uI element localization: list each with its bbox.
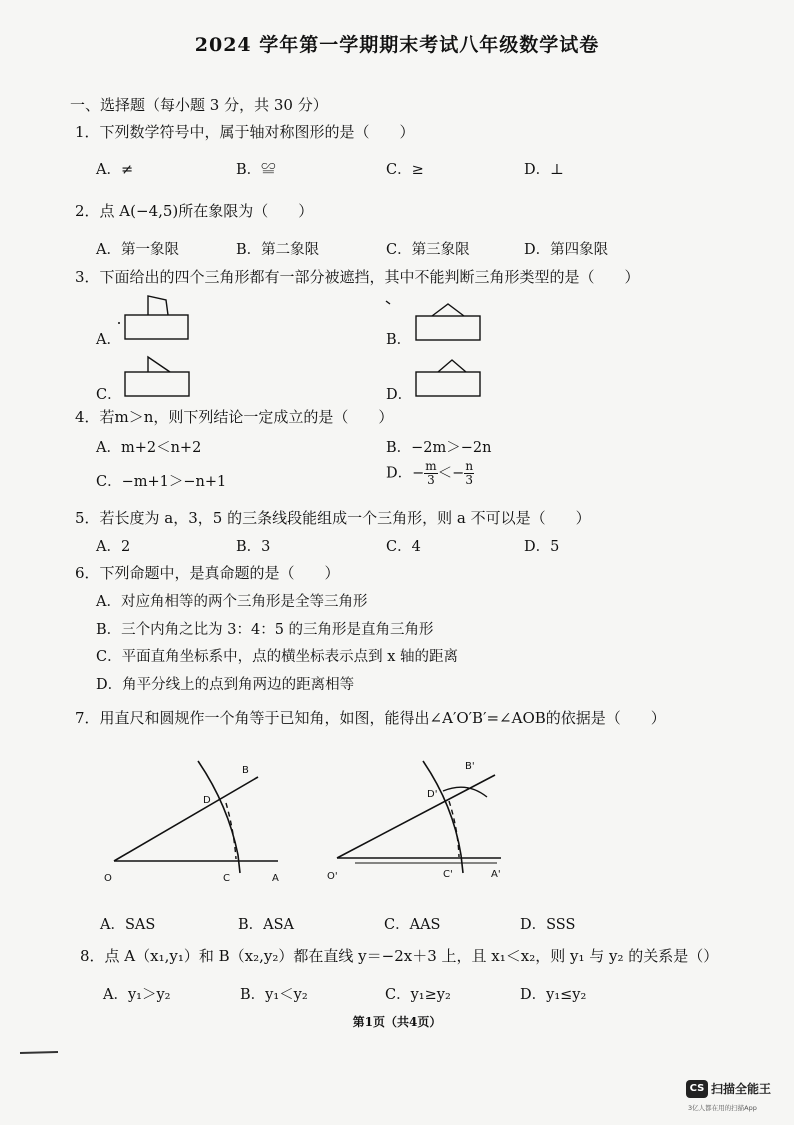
q1-option-b: B．≌ xyxy=(236,162,276,178)
q6-option-c: C．平面直角坐标系中，点的横坐标表示点到 x 轴的距离 xyxy=(96,649,458,665)
q7-figure-left xyxy=(100,755,300,885)
question-6-stem: 6．下列命题中，是真命题的是（ ） xyxy=(75,564,340,582)
q4-option-d xyxy=(386,460,474,487)
q7-fig1-label-a: A xyxy=(272,873,279,884)
q2-option-b: B．第二象限 xyxy=(236,242,320,258)
q6-option-b: B．三个内角之比为 3：4：5 的三角形是直角三角形 xyxy=(96,622,434,638)
q1-option-a: A．≠ xyxy=(96,162,134,178)
watermark-app-name: 扫描全能王 xyxy=(711,1082,772,1096)
fraction-denominator: 3 xyxy=(427,473,435,487)
watermark-tagline: 3亿人都在用的扫描App xyxy=(688,1104,757,1112)
q5-option-c: C．4 xyxy=(386,539,421,555)
q7-fig1-label-b: B xyxy=(242,765,249,776)
scan-mark xyxy=(20,1050,60,1056)
q3-option-b: B． xyxy=(386,332,412,348)
q8-option-d: D．y₁≤y₂ xyxy=(520,987,587,1003)
q4-option-d-prefix: D．− xyxy=(386,465,425,482)
q5-option-d: D．5 xyxy=(524,539,560,555)
fraction-numerator: n xyxy=(465,459,474,473)
q7-fig2-label-o: O' xyxy=(327,871,338,882)
q8-option-b: B．y₁＜y₂ xyxy=(240,987,308,1003)
q3-option-a: A． xyxy=(96,332,121,348)
page-footer: 第1页（共4页） xyxy=(352,1015,442,1029)
q7-fig2-label-a: A' xyxy=(491,869,501,880)
question-3-stem: 3．下面给出的四个三角形都有一部分被遮挡，其中不能判断三角形类型的是（ ） xyxy=(75,268,640,286)
q7-fig1-label-c: C xyxy=(223,873,230,884)
q6-option-d: D．角平分线上的点到角两边的距离相等 xyxy=(96,677,355,693)
q3-figure-a xyxy=(118,292,198,344)
q4-option-a: A．m+2＜n+2 xyxy=(96,440,202,456)
q3-figure-d xyxy=(410,352,490,400)
question-4-stem: 4．若m＞n，则下列结论一定成立的是（ ） xyxy=(75,408,394,426)
q8-option-c: C．y₁≥y₂ xyxy=(385,987,451,1003)
q2-option-a: A．第一象限 xyxy=(96,242,179,258)
q7-option-a: A．SAS xyxy=(100,917,156,933)
q5-option-a: A．2 xyxy=(96,539,131,555)
q3-figure-c xyxy=(118,352,198,400)
q2-option-c: C．第三象限 xyxy=(386,242,470,258)
q7-fig1-label-o: O xyxy=(104,873,112,884)
q7-fig2-label-d: D' xyxy=(427,789,438,800)
q3-figure-b xyxy=(410,298,490,346)
q7-fig1-label-d: D xyxy=(203,795,211,806)
fraction-denominator: 3 xyxy=(465,473,474,487)
fraction-n-over-3 xyxy=(464,460,474,487)
q4-option-b: B．−2m＞−2n xyxy=(386,440,492,456)
question-8-stem: 8．点 A（x₁,y₁）和 B（x₂,y₂）都在直线 y＝−2x＋3 上，且 x₁＜x₂，则 y₁ 与 y₂ 的关系是（） xyxy=(80,947,719,965)
q1-option-c: C．≥ xyxy=(386,162,424,178)
question-5-stem: 5．若长度为 a，3，5 的三条线段能组成一个三角形，则 a 不可以是（ ） xyxy=(75,509,591,527)
q7-option-d: D．SSS xyxy=(520,917,576,933)
q4-option-d-middle: ＜− xyxy=(437,465,465,482)
q7-fig2-label-b: B' xyxy=(465,761,475,772)
q7-fig2-label-c: C' xyxy=(443,869,453,880)
fraction-m-over-3 xyxy=(424,460,437,487)
q7-option-c: C．AAS xyxy=(384,917,441,933)
question-7-stem: 7．用直尺和圆规作一个角等于已知角，如图，能得出∠A′O′B′=∠AOB的依据是（ ） xyxy=(75,709,666,727)
q4-option-c: C．−m+1＞−n+1 xyxy=(96,474,227,490)
q7-figure-right xyxy=(325,755,525,885)
question-2-stem: 2．点 A(−4,5)所在象限为（ ） xyxy=(75,202,314,220)
section-heading: 一、选择题（每小题 3 分，共 30 分） xyxy=(70,96,328,114)
q3-option-c: C． xyxy=(96,387,122,403)
q2-option-d: D．第四象限 xyxy=(524,242,609,258)
q5-option-b: B．3 xyxy=(236,539,271,555)
q7-option-b: B．ASA xyxy=(238,917,295,933)
q3-option-d: D． xyxy=(386,387,413,403)
exam-title: 2024 学年第一学期期末考试八年级数学试卷 xyxy=(194,34,600,56)
fraction-numerator: m xyxy=(425,459,437,473)
question-1-stem: 1．下列数学符号中，属于轴对称图形的是（ ） xyxy=(75,123,415,141)
q6-option-a: A．对应角相等的两个三角形是全等三角形 xyxy=(96,594,368,610)
watermark-logo: CS xyxy=(686,1080,708,1098)
q1-option-d: D．⊥ xyxy=(524,162,564,178)
q8-option-a: A．y₁＞y₂ xyxy=(103,987,171,1003)
